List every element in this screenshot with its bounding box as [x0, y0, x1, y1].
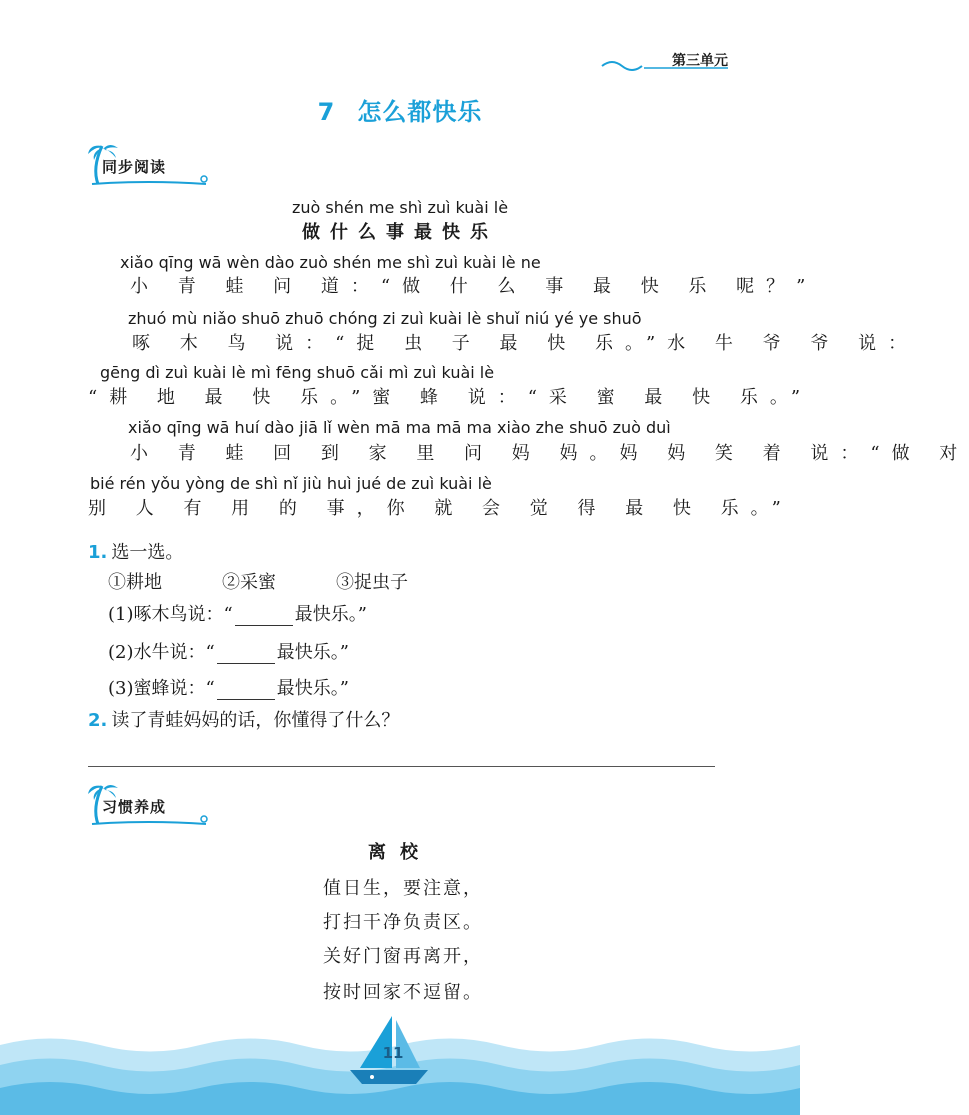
question-1-text: 选一选。	[111, 542, 184, 563]
option-1[interactable]: ①耕地	[108, 572, 162, 593]
story-line-5: 别 人 有 用 的 事，你 就 会 觉 得 最 快 乐。”	[88, 498, 793, 519]
fill-item-2-prefix: (2)水牛说：“	[108, 642, 215, 663]
fill-item-1	[108, 600, 367, 626]
answer-line[interactable]	[88, 766, 715, 767]
fill-item-3-prefix: (3)蜜蜂说：“	[108, 678, 215, 699]
fill-blank-3[interactable]	[217, 681, 275, 700]
story-title: 做什么事最快乐	[302, 222, 498, 243]
section-title-habit: 习惯养成	[102, 798, 167, 816]
lesson-title-text: 怎么都快乐	[357, 98, 483, 126]
options-row	[108, 568, 468, 594]
section-title-reading: 同步阅读	[102, 158, 167, 176]
fill-blank-2[interactable]	[217, 645, 275, 664]
option-3[interactable]: ③捉虫子	[336, 572, 408, 593]
poem-line-3: 关好门窗再离开，	[323, 946, 483, 967]
poem-line-4: 按时回家不逗留。	[323, 982, 483, 1003]
question-2-number: 2.	[88, 710, 108, 731]
lesson-title	[0, 92, 800, 127]
poem-line-1: 值日生，要注意，	[323, 878, 483, 899]
option-2[interactable]: ②采蜜	[222, 572, 276, 593]
poem-line-2: 打扫干净负责区。	[323, 912, 483, 933]
page-number: 11	[382, 1044, 404, 1062]
story-line-4-pinyin: xiǎo qīng wā huí dào jiā lǐ wèn mā ma mā ma xiào zhe shuō zuò duì	[128, 418, 671, 437]
story-line-2: 啄 木 鸟 说：“捉 虫 子 最 快 乐。”水 牛 爷 爷 说：	[132, 333, 919, 354]
question-2-text: 读了青蛙妈妈的话，你懂得了什么？	[111, 710, 400, 731]
fill-item-3	[108, 674, 349, 700]
fill-item-2	[108, 638, 349, 664]
story-title-pinyin: zuò shén me shì zuì kuài lè	[291, 198, 509, 217]
story-line-1: 小 青 蛙 问 道：“做 什 么 事 最 快 乐 呢？”	[130, 276, 818, 297]
fill-blank-1[interactable]	[235, 607, 293, 626]
unit-label: 第三单元	[672, 53, 728, 69]
question-1-number: 1.	[88, 542, 108, 563]
fill-item-3-suffix: 最快乐。”	[276, 678, 349, 699]
story-line-3: “耕 地 最 快 乐。”蜜 蜂 说：“采 蜜 最 快 乐。”	[88, 387, 813, 408]
section-header-reading	[88, 140, 218, 190]
fill-item-1-prefix: (1)啄木鸟说：“	[108, 604, 233, 625]
poem-title: 离校	[368, 842, 432, 863]
section-header-habit	[88, 780, 218, 830]
story-line-2-pinyin: zhuó mù niǎo shuō zhuō chóng zi zuì kuài lè shuǐ niú yé ye shuō	[128, 309, 642, 328]
question-2	[88, 706, 399, 732]
lesson-number: 7	[317, 98, 336, 126]
footer-waves-decoration	[0, 1010, 800, 1115]
story-line-1-pinyin: xiǎo qīng wā wèn dào zuò shén me shì zuì kuài lè ne	[120, 253, 541, 272]
story-line-3-pinyin: gēng dì zuì kuài lè mì fēng shuō cǎi mì zuì kuài lè	[100, 363, 495, 382]
story-line-5-pinyin: bié rén yǒu yòng de shì nǐ jiù huì jué de zuì kuài lè	[90, 474, 492, 493]
question-1	[88, 538, 183, 564]
fill-item-1-suffix: 最快乐。”	[294, 604, 367, 625]
story-line-4: 小 青 蛙 回 到 家 里 问 妈 妈。妈 妈 笑 着 说：“做 对	[130, 443, 969, 464]
fill-item-2-suffix: 最快乐。”	[276, 642, 349, 663]
